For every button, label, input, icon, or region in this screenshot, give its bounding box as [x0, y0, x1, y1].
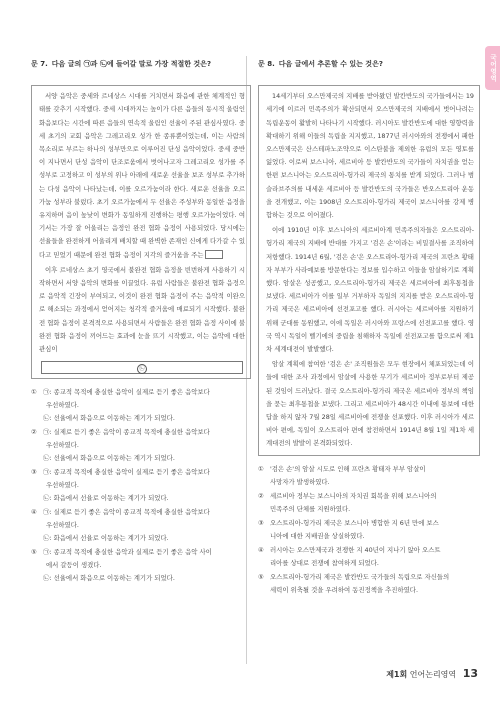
option-line: ㉠: 실제로 듣기 좋은 음악이 종교적 목적에 충실한 음악보다 [43, 428, 210, 437]
option-3[interactable] [258, 517, 480, 543]
question-text: 다음 글의 ㉠과 ㉡에 들어갈 말로 가장 적절한 것은? [51, 60, 212, 68]
exam-subject: 언어논리영역 [409, 670, 457, 679]
option-line: 우선하였다. [46, 401, 79, 410]
option-number: ③ [31, 468, 37, 477]
option-4[interactable] [258, 544, 480, 570]
option-number: ② [258, 491, 264, 500]
option-number: ④ [258, 545, 264, 554]
option-number: ⑤ [31, 548, 37, 557]
option-line: 우선하였다. [46, 481, 79, 490]
option-line: ㉡: 화음에서 선율로 이동하는 계기가 되었다. [43, 494, 169, 503]
option-line: 세력이 위축될 것을 우려하여 동진정책을 추진하였다. [270, 585, 419, 594]
option-line: '검은 손'의 암살 시도로 인해 프란츠 황태자 부부 암살이 [270, 464, 426, 473]
option-number: ② [31, 428, 37, 437]
option-line: 우선하였다. [46, 521, 79, 530]
option-line: 세르비아 정부는 보스니아의 자치권 회복을 위해 보스니아의 [270, 491, 437, 500]
option-line: 니아에 대한 지배권을 상실하였다. [270, 531, 365, 540]
option-line: 러시아는 오스만제국과 전쟁한 지 40년이 지나기 않아 오스트 [270, 545, 441, 554]
reading-passage [31, 85, 251, 379]
option-4[interactable] [31, 506, 251, 545]
option-line: ㉡: 선율에서 화음으로 이동하는 계기가 되었다. [43, 414, 175, 423]
question-number: 문 8. [258, 60, 275, 68]
option-line: ㉡: 화음에서 선율로 이동하는 계기가 되었다. [43, 534, 169, 543]
passage-paragraph [39, 264, 245, 356]
question-8-stem [258, 58, 480, 71]
option-number: ① [258, 464, 264, 473]
passage-paragraph: 14세기부터 오스만제국의 지배를 받아왔던 발칸반도의 국가들에서는 19세기에 이르러 민족주의가 확산되면서 오스만제국의 지배에서 벗어나려는 독립운동이 활발히 나타나기 시작했다. 러시아도 발칸반도에 대한 영향력을 확대하기 위해 이들의 독립을 지지했고, 1877년 러시아와의 전쟁에서 패한 오스만제국은 산스테파노조약으로 이스탄불을 제외한 유럽의 모든 영토를 잃었다. 이로써 보스니아, 세르비아 등 발칸반도의 국가들이 자치권을 얻는 한편 보스니아는 오스트리아-헝가리 제국의 통치를 받게 되었다. 그러나 범슬라브주의를 내세운 세르비아 등 발칸반도의 국가들은 반오스트리아 운동을 전개했고, 이는 1908년 오스트리아-헝가리 제국이 보스니아를 강제 병합하는 것으로 이어졌다. [266, 92, 474, 220]
passage-text: 서양 음악은 중세와 르네상스 시대를 거치면서 화음에 관한 체계적인 형태를 갖추기 시작했다. 중세 시대까지는 높이가 다른 음들의 동시적 울림인 화음보다는 시간에 따른 음들의 연속적 울림인 선율이 주된 관심사였다. 중세 초기의 교회 음악은 그레고리오 성가 한 종류뿐이었는데, 이는 사람의 목소리로 부르는 하나의 성부만으로 이루어진 단성 음악이었다. 중세 중반이 지나면서 단성 음악이 단조로움에서 벗어나고자 그레고리오 성가를 주성부로 고정하고 이 성부의 위나 아래에 새로운 선율을 보조 성부로 추가하는 다성 음악이 나타났는데, 이를 오르가눔이라 한다. 새로운 선율을 오르가눔 성부라 불렀다. 초기 오르가눔에서 두 선율은 주성부와 동일한 음정을 유지하며 음이 높낮이 변화가 동일하게 진행하는 평행 오르가눔이었다. 여기서는 가장 잘 어울리는 음정인 완전 협화 음정이 사용되었다. 당시에는 선율들을 완전하게 어울리게 배치할 때 완벽한 존재인 신에게 다가갈 수 있다고 믿었기 때문에 완전 협화 음정이 지각의 즐거움을 주는 [39, 92, 245, 259]
option-line: 리아를 상대로 전쟁에 참여하게 되었다. [270, 558, 379, 567]
option-line: 오스트리아-헝가리 제국은 발칸반도 국가들의 독립으로 자신들의 [270, 572, 450, 581]
question-7-stem [31, 58, 251, 71]
question-text: 다음 글에서 추론할 수 있는 것은? [278, 60, 383, 68]
option-1[interactable] [31, 386, 251, 425]
option-line: ㉡: 선율에서 화음으로 이동하는 계기가 되었다. [43, 574, 175, 583]
passage-text: 이후 르네상스 초기 영국에서 불완전 협화 음정을 빈번하게 사용하기 시작하면서 서양 음악의 변화를 이끌었다. 유럽 사람들은 불완전 협화 음정으로 음악적 긴장이 부여되고, 이것이 완전 협화 음정이 주는 음악적 이완으로 해소되는 과정에서 얻어지는 청각적 즐거움에 매료되기 시작했다. 불완전 협화 음정이 본격적으로 사용되면서 사람들은 완전 협화 음정 사이에 불완전 협화 음정이 끼어드는 효과에 눈을 뜨기 시작했고, 이는 음악에 대한 관심이 [39, 265, 245, 354]
option-line: ㉠: 실제로 듣기 좋은 음악이 종교적 목적에 충실한 음악보다 [43, 508, 210, 517]
question-number: 문 7. [31, 60, 48, 68]
option-1[interactable] [258, 463, 480, 489]
option-5[interactable] [258, 571, 480, 597]
passage-paragraph [39, 90, 245, 262]
passage-paragraph: 이에 1910년 이후 보스니아의 세르비아계 민족주의자들은 오스트리아-헝가리 제국의 지배에 반대를 가지고 '검은 손'이라는 비밀결사를 조직하여 저항했다. 1914년 6월, '검은 손'은 오스트리아-헝가리 제국의 프란츠 황태자 부부가 사라예보를 방문한다는 정보를 입수하고 이들을 암살하기로 계획했다. 암살은 성공했고, 오스트리아-헝가리 제국은 세르비아에 최후통첩을 보냈다. 세르비아가 이를 일부 거부하자 독일의 지지를 받은 오스트리아-헝가리 제국은 세르비아에 선전포고를 했다. 러시아는 세르비아를 지원하기 위해 군대를 동원했고, 이에 독일은 러시아와 프랑스에 선전포고를 했다. 영국 역시 독일이 벨기에의 중립을 침해하자 독일에 선전포고를 함으로써 제1차 세계대전이 발발했다. [266, 226, 474, 354]
option-number: ③ [258, 518, 264, 527]
page-footer [386, 667, 478, 680]
reading-passage [258, 85, 480, 455]
option-line: ㉠: 종교적 목적에 충실한 음악이 실제로 듣기 좋은 음악보다 [43, 388, 210, 397]
option-line: ㉠: 종교적 목적에 충실한 음악이 실제로 듣기 좋은 음악보다 [43, 468, 210, 477]
subject-side-tab: 국어영역 [485, 46, 500, 90]
option-line: ㉡: 선율에서 화음으로 이동하는 계기가 되었다. [43, 454, 175, 463]
option-number: ④ [31, 508, 37, 517]
option-2[interactable] [258, 490, 480, 516]
exam-round: 제1회 [386, 670, 408, 679]
option-line: 오스트리아-헝가리 제국은 보스니아 병합한 지 6년 만에 보스 [270, 518, 439, 527]
question-8 [258, 58, 480, 598]
option-line: ㉠: 종교적 목적에 충실한 음악과 실제로 듣기 좋은 음악 사이 [43, 548, 212, 557]
option-3[interactable] [31, 466, 251, 505]
option-number: ① [31, 388, 37, 397]
answer-blank-box [41, 361, 243, 374]
option-line: 에서 갈등이 생겼다. [46, 561, 102, 570]
answer-options [31, 386, 251, 585]
option-line: 민족주의 단체를 지원하였다. [270, 504, 351, 513]
page-number: 13 [462, 667, 478, 680]
option-line: 사망자가 발생하였다. [270, 477, 330, 486]
answer-options [258, 463, 480, 597]
blank-label: ㉡ [137, 364, 147, 374]
option-5[interactable] [31, 546, 251, 585]
option-line: 우선하였다. [46, 441, 79, 450]
blank-marker [205, 250, 223, 259]
question-7 [31, 58, 251, 586]
option-2[interactable] [31, 426, 251, 465]
option-number: ⑤ [258, 572, 264, 581]
passage-paragraph: 암살 계획에 참여한 '검은 손' 조직원들은 모두 현장에서 체포되었는데 이들에 대한 조사 과정에서 암살에 사용한 무기가 세르비아 정부로부터 제공된 것임이 드러났다. 결국 오스트리아-헝가리 제국은 세르비아 정부의 책임을 묻는 최후통첩을 보냈다. 그리고 세르비아가 48시간 이내에 통보에 대한 답을 하지 않자 7월 28일 세르비아에 전쟁을 선포했다. 이후 러시아가 세르비아 편에, 독일이 오스트리아 편에 참전하면서 1914년 8월 1일 제1차 세계대전의 발발이 본격화되었다. [266, 360, 474, 448]
